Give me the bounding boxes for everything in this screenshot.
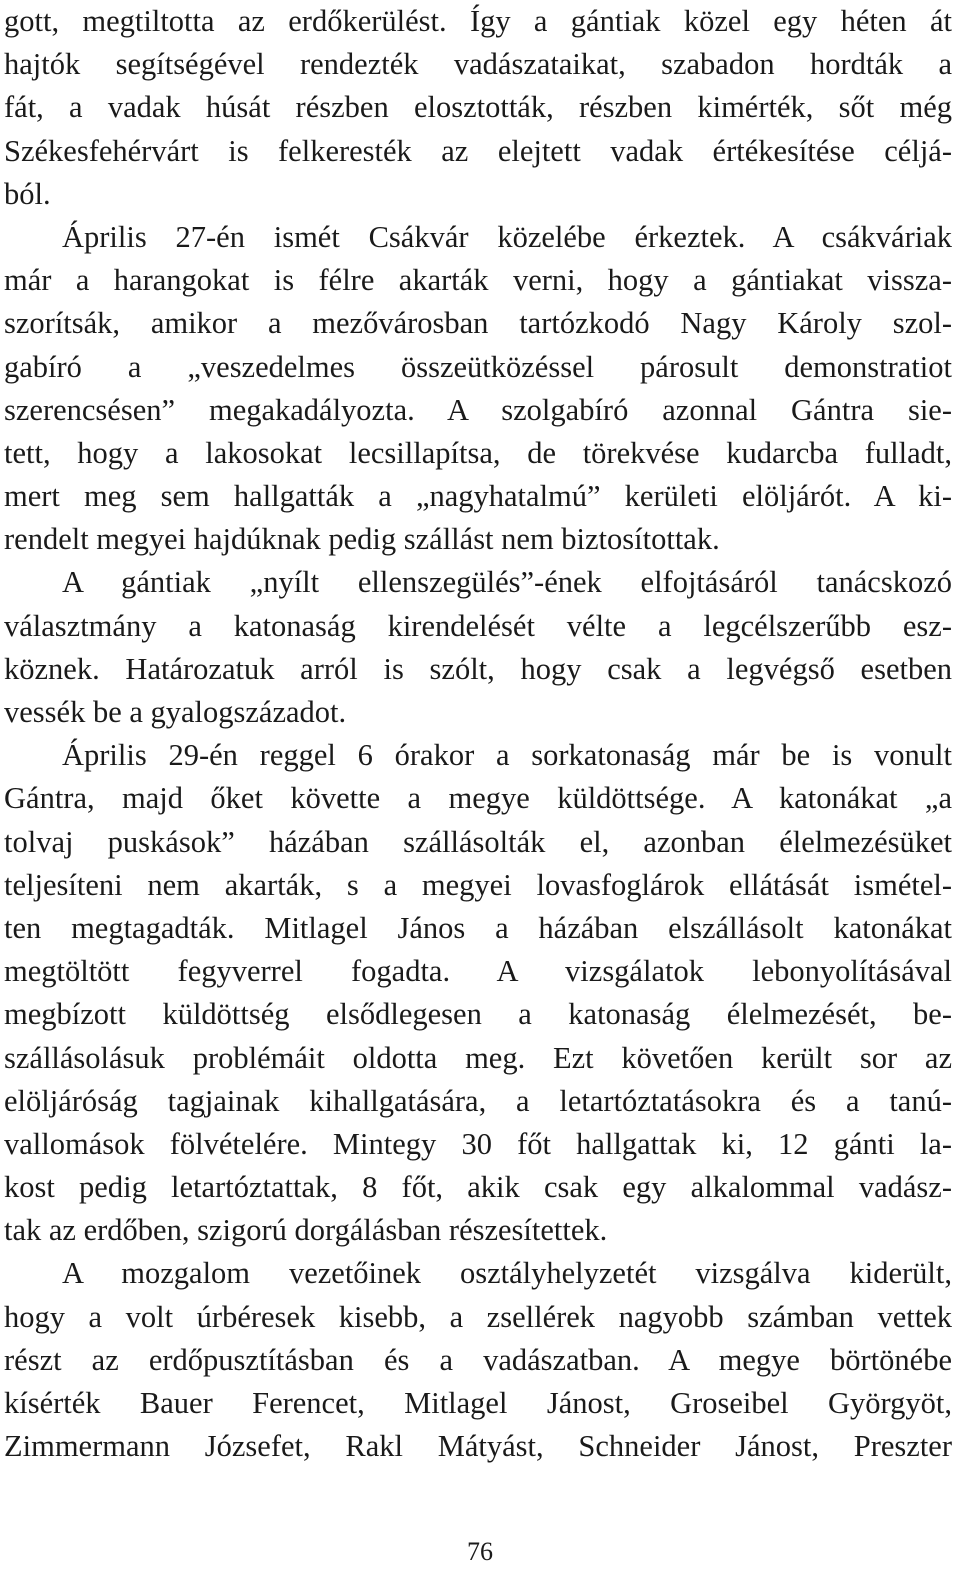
text-line: választmány a katonaság kirendelését vélte a legcélszerűbb esz- <box>4 608 952 643</box>
text-line: Székesfehérvárt is felkeresték az elejtett vadak értékesítése céljá- <box>4 133 952 168</box>
text-line: fát, a vadak húsát részben elosztották, részben kimérték, sőt még <box>4 90 952 125</box>
text-line: ten megtagadták. Mitlagel János a házában elszállásolt katonákat <box>4 910 952 945</box>
text-line: Zimmermann Józsefet, Rakl Mátyást, Schneider Jánost, Preszter <box>4 1429 952 1464</box>
text-line: megbízott küldöttség elsődlegesen a katonaság élelmezését, be- <box>4 997 952 1032</box>
text-line: Április 27-én ismét Csákvár közelébe érkeztek. A csákváriak <box>62 219 952 254</box>
text-line: ból. <box>4 176 51 211</box>
text-line: gott, megtiltotta az erdőkerülést. Így a gántiak közel egy héten át <box>4 4 952 38</box>
page-number: 76 <box>467 1537 493 1566</box>
text-line: elöljáróság tagjainak kihallgatására, a letartóztatásokra és a tanú- <box>4 1083 952 1118</box>
text-line: gabíró a „veszedelmes összeütközéssel párosult demonstratiot <box>4 349 952 384</box>
text-line: tett, hogy a lakosokat lecsillapítsa, de törekvése kudarcba fulladt, <box>4 435 952 470</box>
text-line: kísérték Bauer Ferencet, Mitlagel Jánost, Groseibel Györgyöt, <box>4 1386 952 1420</box>
text-line: hogy a volt úrbéresek kisebb, a zsellérek nagyobb számban vettek <box>4 1299 952 1334</box>
text-line: A gántiak „nyílt ellenszegülés”-ének elfojtásáról tanácskozó <box>62 565 952 600</box>
text-line: Gántra, majd őket követte a megye küldöttsége. A katonákat „a <box>4 781 952 816</box>
body-text <box>4 0 952 1468</box>
text-line: tolvaj puskások” házában szállásolták el, azonban élelmezésüket <box>4 824 952 859</box>
text-line: rendelt megyei hajdúknak pedig szállást nem biztosítottak. <box>4 522 720 557</box>
text-line: vessék be a gyalogszázadot. <box>4 695 347 729</box>
text-line: szerencsésen” megakadályozta. A szolgabíró azonnal Gántra sie- <box>4 392 952 427</box>
text-line: hajtók segítségével rendezték vadászataikat, szabadon hordták a <box>4 47 952 82</box>
text-line: köznek. Határozatuk arról is szólt, hogy csak a legvégső esetben <box>4 651 952 686</box>
text-line: tak az erdőben, szigorú dorgálásban részesítettek. <box>4 1213 608 1248</box>
text-line: részt az erdőpusztításban és a vadászatban. A megye börtönébe <box>4 1342 952 1377</box>
text-line: megtöltött fegyverrel fogadta. A vizsgálatok lebonyolításával <box>4 954 952 989</box>
text-line: kost pedig letartóztattak, 8 főt, akik csak egy alkalommal vadász- <box>4 1170 952 1205</box>
text-line: már a harangokat is félre akarták verni, hogy a gántiakat vissza- <box>4 263 952 298</box>
text-line: szorítsák, amikor a mezővárosban tartózkodó Nagy Károly szol- <box>4 306 952 341</box>
text-line: A mozgalom vezetőinek osztályhelyzetét vizsgálva kiderült, <box>62 1256 952 1291</box>
text-line: teljesíteni nem akarták, s a megyei lovasfoglárok ellátását ismétel- <box>4 867 952 902</box>
text-line: szállásolásuk problémáit oldotta meg. Ezt követően került sor az <box>4 1040 952 1075</box>
text-line: Április 29-én reggel 6 órakor a sorkatonaság már be is vonult <box>62 738 952 773</box>
text-line: vallomások fölvételére. Mintegy 30 főt hallgattak ki, 12 gánti la- <box>4 1126 952 1161</box>
text-line: mert meg sem hallgatták a „nagyhatalmú” kerületi elöljárót. A ki- <box>4 479 952 514</box>
